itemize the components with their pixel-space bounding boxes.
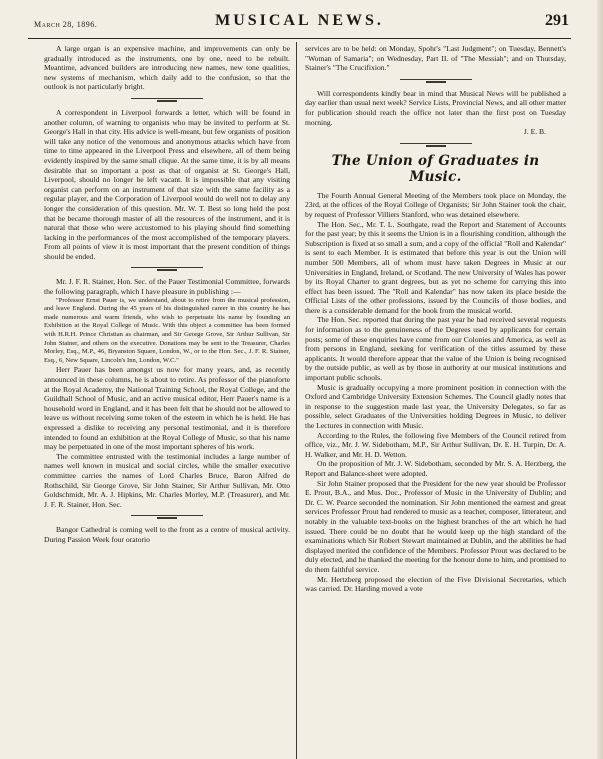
right-column [305, 44, 566, 755]
paragraph-organ-improvements: A large organ is an expensive machine, and improvements can only be gradually introduced as the instruments, one by one, need to be rebuilt. Meantime, advanced builders are introducing new names, new tone qualities, new systems of mechanism, which daily add to the confusion, so that the outlook is not particularly bright. [44, 44, 290, 92]
article-heading: The Union of Graduates in Music. [331, 152, 540, 185]
page-edge [597, 0, 603, 759]
paragraph-bangor-cathedral: Bangor Cathedral is coming well to the front as a centre of musical activity. During Passion Week four oratorio [44, 525, 290, 544]
separator-rule [400, 143, 472, 146]
paragraph-testimonial-committee: The committee entrusted with the testimonial includes a large number of names well known in musical and social circles, while the smaller executive committee carries the names of Lord Charles Bruce, Baron Alfred de Rothschild, Sir George Grove, Sir John Stainer, Sir Arthur Sullivan, Mr. Otto Goldschmidt, Mr. A. J. Hipkins, Mr. Charles Morley, M.P. (Treasurer), and Mr. J. F. R. Stainer, Hon. Sec. [44, 451, 290, 509]
paragraph-report-adopted: On the proposition of Mr. J. W. Sidebotham, seconded by Mr. S. A. Herzberg, the Report and Balance-sheet were adopted. [305, 459, 566, 478]
paragraph-herr-pauer: Herr Pauer has been amongst us now for many years, and, as recently announced in these columns, he is about to retire. As professor of the pianoforte at the Royal Academy, the National Training School, the Royal College, and the Guildhall School of Music, and an active musical editor, Herr Pauer's name is a household word in England, and it has been felt that he should not be allowed to leave us without receiving some token of the esteem in which he is held. He has expressed a dislike to receiving any personal testimonial, and it is therefore intended to found an exhibition at the Royal College of Music, so that his name may be perpetuated in one of the most important spheres of his work. [44, 365, 290, 452]
separator-rule [131, 267, 203, 270]
paragraph-council-retirements: According to the Rules, the following five Members of the Council retired from office, viz., Mr. J. W. Sidebotham, M.P., Sir Arthur Sullivan, Dr. E. H. Turpin, Dr. A. H. Walker, and Mr. H. D. Wetton. [305, 430, 566, 459]
paragraph-correspondents-notice: Will correspondents kindly bear in mind that Musical News will be published a day earlier than usual next week? Service Lists, Provincial News, and all other matter for publication should reach the office not later than the first post on Tuesday morning. [305, 88, 566, 127]
paragraph-president-election: Sir John Stainer proposed that the President for the new year should be Professor E. Prout, B.A., and Mus. Doc., Professor of Music in the University of Dublin; and Dr. C. W. Pearce seconded the nomination. Sir John mentioned the earnest and great services Professor Prout had rendered to music as a teacher, composer, litterateur, and notably in the valuable text-books on the highest branches of the art which he had issued. There could be no doubt that he would keep up the high standard of the examinations which Sir Robert Stewart maintained at Dublin, and the abilities he had displayed merited the confidence of the Members. Professor Prout was declared to be duly elected, and he thanked the meeting for the honour done to him, and promised to do them faithful service. [305, 478, 566, 574]
paragraph-liverpool-organist: A correspondent in Liverpool forwards a letter, which will be found in another column, of warning to organists who may be invited to perform at St. George's Hall in that city. His advice is well-meant, but few organists of position will take any notice of the venomous and anonymous attacks which have from time to time appeared in the Liverpool Press and elsewhere, all of them being evidently inspired by the same small clique. At the same time, it is by all means desirable that so important a post as that of organist at St. George's Hall, Liverpool, should no longer be left vacant. It is impossible that any visiting organist can perform on an instrument of that size with the same facility as a regular player, and the Corporation of Liverpool would do well not to delay any longer the consideration of this question. Mr. W. T. Best so long held the post that he became thorough master of all the resources of the instrument, and it is natural that those who were accustomed to his playing should find something lacking in the performances of the most accomplished of the temporary players. From all points of view it is most important that the present condition of things should be ended. [44, 107, 290, 261]
paragraph-report-accounts: The Hon. Sec., Mr. T. L. Southgate, read the Report and Statement of Accounts for the past year; by this it seems the Union is in a flourishing condition, although the Subscription is fixed at so small a sum, and a copy of the official "Roll and Kalendar" is sent to each Member. It is estimated that before this year is out the Union will number 500 Members, all of whom must have taken Degrees in Music at our Universities in England, Ireland, or Scotland. The new University of Wales has power by its Royal Charter to grant degrees, but as yet no scheme for carrying this into effect has been issued. The "Roll and Kalendar" has now taken its place beside the Official Lists of the other professions, issued by the Councils of those bodies, and there is a considerable demand for the book from the musical world. [305, 219, 566, 315]
paragraph-degree-enquiries: The Hon. Sec. reported that during the past year he had received several requests for information as to the genuineness of the Degrees used by applicants for certain posts; some of these enquiries have come from our Colonies and America, as well as from persons in England, seeking for verification of the titles assumed by these applicants. It would therefore appear that the value of the Union is being recognised by the outside public, as well as by those in authority at our musical institutions and important public schools. [305, 315, 566, 383]
paragraph-divisional-secretaries: Mr. Hertzberg proposed the election of the Five Divisional Secretaries, which was carried. Dr. Harding moved a vote [305, 574, 566, 594]
issue-date: March 28, 1896. [34, 20, 98, 29]
paragraph-pauer-testimonial-intro: Mr. J. F. R. Stainer, Hon. Sec. of the Pauer Testimonial Committee, forwards the following paragraph, which I have pleasure in publishing :— [44, 277, 290, 297]
separator-rule [131, 98, 203, 101]
separator-rule [131, 515, 203, 518]
quoted-pauer-announcement: "Professor Ernst Pauer is, we understand, about to retire from the musical profession, and leave England. During the 45 years of his distinguished career in this country he has made numerous and warm friends, who wish to perpetuate his name by founding an Exhibition at the Royal College of Music. With this object a committee has been formed with H.R.H. Prince Christian as chairman, and Sir George Grove, Sir Arthur Sullivan, Sir John Stainer, and others on the executive. Donations may be sent to the Treasurer, Charles Morley, Esq., M.P., 46, Bryanston Square, London, W., or to the Hon. Sec., J. F. R. Stainer, Esq., 6, New Square, Lincoln's Inn, London, W.C." [44, 296, 290, 364]
paragraph-extension-schemes: Music is gradually occupying a more prominent position in connection with the Oxford and Cambridge University Extension Schemes. The Council gladly notes that in response to the suggestion made last year, the University Delegates, so far as possible, select Graduates of the Universities holding Degrees in Music, to deliver the Lectures in connection with Music. [305, 382, 566, 430]
author-signature: J. E. B. [523, 127, 546, 137]
left-column [44, 44, 290, 755]
page-number: 291 [545, 12, 569, 29]
paragraph-annual-meeting: The Fourth Annual General Meeting of the Members took place on Monday, the 23rd, at the offices of the Royal College of Organists; Sir John Stainer took the chair, by request of Professor Villiers Stanford, who was detained elsewhere. [305, 190, 566, 219]
separator-rule [400, 79, 472, 82]
paragraph-oratorio-services: services are to be held: on Monday, Spohr's "Last Judgment"; on Tuesday, Bennett's "Woman of Samaria"; on Wednesday, Part II. of "The Messiah"; and on Thursday, Stainer's "The Crucifixion." [305, 44, 566, 73]
column-divider [296, 42, 297, 759]
page-header [28, 8, 571, 39]
masthead-title: MUSICAL NEWS. [215, 12, 384, 29]
